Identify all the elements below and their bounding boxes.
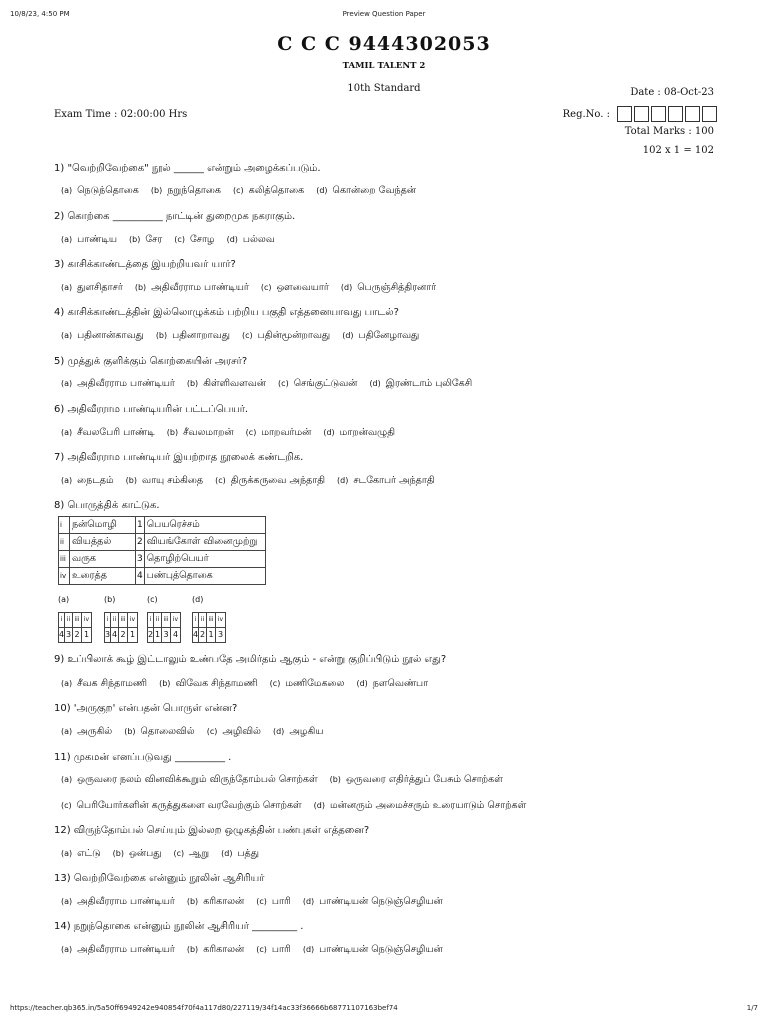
question-text: 8) பொருத்திக் காட்டுக. [54, 500, 160, 511]
question-text: 12) விருந்தோம்பல் செய்யும் இல்லற ஒழுகத்தின் பண்புகள் எத்தனை? [54, 825, 370, 836]
option-text: அதிவீரராம பாண்டியர் [77, 378, 175, 389]
option [156, 330, 230, 342]
answer-key-head: iii [162, 613, 171, 628]
answer-key-value: 3 [105, 628, 111, 643]
reg-no-box [617, 106, 632, 122]
option [61, 427, 155, 439]
match-left-term: வருக [70, 551, 136, 568]
option [151, 185, 221, 197]
option-row [61, 944, 452, 956]
option-key: (b) [112, 849, 124, 858]
option-text: அதிவீரராம பாண்டியர் [77, 896, 175, 907]
option-text: பாரி [271, 944, 291, 955]
option [159, 678, 258, 690]
option-key: (a) [61, 235, 73, 244]
option-row [61, 726, 332, 738]
answer-key-head: ii [154, 613, 162, 628]
option [167, 427, 234, 439]
option-text: சீவலபேரி பாண்டி [77, 427, 155, 438]
paper-subtitle: TAMIL TALENT 2 [342, 61, 426, 71]
option [61, 282, 123, 294]
paper-standard: 10th Standard [347, 83, 421, 94]
option-key: (d) [272, 727, 285, 736]
option-key: (c) [61, 801, 72, 810]
match-right-num: 2 [136, 534, 145, 551]
answer-key-option [147, 595, 181, 643]
option-text: துளசிதாசர் [77, 282, 123, 293]
option-key: (a) [61, 679, 73, 688]
option-row [61, 282, 445, 294]
match-right-num: 4 [136, 568, 145, 585]
option-text: அதிவீரராம பாண்டியர் [151, 282, 249, 293]
match-right-term: தொழிற்பெயர் [144, 551, 265, 568]
option-text: கிள்ளிவளவன் [203, 378, 267, 389]
option [323, 427, 395, 439]
option-text: பெரியோர்களின் கருத்துகளை வரவேற்கும் சொற்கள் [76, 800, 302, 811]
print-page-number: 1/7 [746, 1004, 758, 1012]
option-key: (a) [61, 775, 73, 784]
option-text: பாரி [271, 896, 291, 907]
option-key: (b) [186, 897, 199, 906]
option-row [61, 330, 428, 342]
option-text: சீவக சிந்தாமணி [77, 678, 148, 689]
option-row [61, 185, 425, 197]
answer-key-grid [147, 612, 181, 643]
option-row [61, 678, 437, 690]
answer-key-option [192, 595, 226, 643]
option-text: கொன்றை வேந்தன் [332, 185, 417, 196]
answer-key-head: iii [73, 613, 82, 628]
answer-key-head: ii [199, 613, 207, 628]
option [61, 726, 112, 738]
total-marks: Total Marks : 100 [624, 126, 714, 137]
answer-key-value: 1 [128, 628, 138, 643]
option-text: பெருஞ்சித்திரனார் [357, 282, 437, 293]
option [124, 726, 194, 738]
option-text: பல்லவ [242, 234, 275, 245]
option-text: பதினான்காவது [77, 330, 144, 341]
paper-title: C C C 9444302053 [277, 33, 491, 55]
match-right-term: பெயரெச்சம் [144, 517, 265, 534]
option-key: (c) [260, 283, 272, 292]
match-left-term: உரைத்த [70, 568, 136, 585]
question-text: 11) முகமன் எனப்படுவது __________ . [54, 752, 232, 763]
option-text: பதினேழாவது [358, 330, 420, 341]
option [278, 378, 357, 390]
option-text: மன்னரும் அமைச்சரும் உரையாடும் சொற்கள் [329, 800, 527, 811]
answer-key-value: 4 [59, 628, 65, 643]
reg-no-box [685, 106, 700, 122]
option-row [61, 896, 452, 908]
option-key: (a) [61, 428, 73, 437]
option [256, 896, 291, 908]
option [187, 378, 266, 390]
option-key: (a) [61, 379, 73, 388]
option-key: (c) [278, 379, 289, 388]
option-key: (c) [256, 897, 267, 906]
reg-no-label: Reg.No. : [562, 108, 610, 120]
answer-key-head: iv [128, 613, 138, 628]
option-text: பத்து [237, 848, 259, 859]
option-text: மாறன்வழுதி [339, 427, 395, 438]
answer-key-head: i [105, 613, 111, 628]
option [330, 774, 503, 786]
option [342, 330, 419, 342]
option [246, 427, 312, 439]
option [61, 896, 175, 908]
answer-key-value: 2 [148, 628, 154, 643]
option [173, 848, 209, 860]
option-text: ஒன்பது [128, 848, 162, 859]
option-text: சடகோபர் அந்தாதி [353, 475, 435, 486]
answer-key-head: i [193, 613, 199, 628]
match-right-term: பண்புத்தொகை [144, 568, 265, 585]
option [233, 185, 304, 197]
option-text: ஒருவரை எதிர்த்துப் பேசும் சொற்கள் [345, 774, 503, 785]
answer-key-grid [192, 612, 226, 643]
option-text: ஆறு [189, 848, 210, 859]
option [61, 800, 302, 812]
option-key: (a) [61, 849, 73, 858]
option-key: (b) [186, 379, 199, 388]
print-footer [10, 1004, 758, 1012]
option-row [61, 427, 404, 439]
answer-key-value: 1 [154, 628, 162, 643]
option-key: (d) [337, 476, 349, 485]
option [316, 185, 416, 197]
question-text: 4) காசிக்காண்டத்தின் இல்லொழுக்கம் பற்றிய பகுதி எத்தனையாவது பாடல்? [54, 307, 399, 318]
option-text: எட்டு [77, 848, 101, 859]
answer-key-head: iii [119, 613, 128, 628]
option [129, 234, 162, 246]
question-text: 5) முத்துக் குளிக்கும் கொற்கையின் அரசர்? [54, 356, 248, 367]
option-key: (c) [232, 186, 244, 195]
option-key: (d) [221, 849, 233, 858]
answer-key-value: 1 [82, 628, 92, 643]
option-text: விவேக சிந்தாமணி [175, 678, 258, 689]
question-text: 13) வெற்றிவேற்கை என்னும் நூலின் ஆசிரியர் [54, 873, 265, 884]
answer-key-grid [104, 612, 138, 643]
match-row [59, 551, 266, 568]
option-text: மாறவர்மன் [261, 427, 312, 438]
match-right-term: வியங்கோள் வினைமுற்று [144, 534, 265, 551]
option-text: பாண்டியன் நெடுஞ்செழியன் [319, 944, 443, 955]
answer-key-head: i [148, 613, 154, 628]
option-key: (a) [61, 727, 73, 736]
option [227, 234, 275, 246]
option-text: பதின்மூன்றாவது [257, 330, 331, 341]
option-text: செங்குட்டுவன் [293, 378, 358, 389]
option-text: இரண்டாம் புலிகேசி [385, 378, 473, 389]
question-text: 6) அதிவீரராம பாண்டியரின் பட்டப்பெயர். [54, 404, 249, 415]
option-text: அருகில் [77, 726, 113, 737]
option-text: மணிமேகலை [285, 678, 345, 689]
option-text: சோழ [189, 234, 215, 245]
option-key: (c) [174, 235, 185, 244]
option [135, 282, 249, 294]
option-key: (c) [245, 428, 257, 437]
print-datetime: 10/8/23, 4:50 PM [10, 10, 70, 18]
option [341, 282, 436, 294]
match-left-num: i [59, 517, 70, 534]
option-text: வாயு சம்கிதை [142, 475, 204, 486]
answer-key-value: 2 [199, 628, 207, 643]
option [113, 848, 162, 860]
print-url: https://teacher.qb365.in/5a50ff6949242e940854f70f4a117d80/227119/34f14ac33f36666b68771107163bef74 [10, 1004, 398, 1012]
option [314, 800, 527, 812]
option [256, 944, 291, 956]
answer-key-value: 4 [111, 628, 119, 643]
option [61, 378, 175, 390]
option-key: (a) [61, 186, 73, 195]
option-text: ஒருவரை நலம் வினவிக்கூறும் விருந்தோம்பல் சொற்கள் [77, 774, 318, 785]
option-key: (c) [256, 945, 267, 954]
option-text: ஔவையார் [276, 282, 329, 293]
answer-key-label: (c) [147, 595, 158, 604]
option [126, 475, 203, 487]
option-key: (d) [302, 897, 315, 906]
answer-key-option [58, 595, 92, 643]
match-row [59, 568, 266, 585]
answer-key-value: 3 [65, 628, 73, 643]
option-key: (b) [125, 476, 137, 485]
answer-key-head: iv [82, 613, 92, 628]
answer-key-option [104, 595, 138, 643]
reg-no-box [634, 106, 649, 122]
answer-key-value: 2 [73, 628, 82, 643]
match-left-term: நன்மொழி [70, 517, 136, 534]
option-text: கரிகாலன் [203, 944, 245, 955]
option-key: (c) [173, 849, 185, 858]
option-text: அழகிய [289, 726, 324, 737]
reg-no-box [651, 106, 666, 122]
match-answer-keys [58, 595, 298, 645]
option [221, 848, 259, 860]
marks-calc: 102 x 1 = 102 [642, 145, 714, 156]
option [270, 678, 345, 690]
option-row [61, 234, 284, 246]
option-text: கரிகாலன் [203, 896, 245, 907]
option [61, 848, 101, 860]
option [242, 330, 330, 342]
option [61, 944, 175, 956]
answer-key-grid [58, 612, 92, 643]
option-key: (d) [340, 283, 353, 292]
option-row [61, 800, 535, 812]
question-text: 9) உப்பிலாக் கூழ் இட்டாலும் உண்பதே அமிர்தம் ஆகும் - என்று குறிப்பிடும் நூல் எது? [54, 654, 447, 665]
print-title: Preview Question Paper [342, 10, 426, 18]
option-key: (a) [61, 331, 73, 340]
option-key: (d) [313, 801, 325, 810]
option-key: (a) [61, 476, 73, 485]
question-text: 3) காசிக்காண்டத்தை இயற்றியவர் யார்? [54, 259, 236, 270]
option-key: (b) [129, 235, 141, 244]
option [187, 944, 244, 956]
option [174, 234, 214, 246]
option-key: (b) [166, 428, 179, 437]
option-key: (b) [329, 775, 341, 784]
reg-no-box [702, 106, 717, 122]
answer-key-label: (a) [58, 595, 70, 604]
answer-key-value: 4 [193, 628, 199, 643]
answer-key-head: iv [216, 613, 226, 628]
option-key: (c) [215, 476, 226, 485]
option-key: (d) [226, 235, 238, 244]
option-text: நெடுந்தொகை [77, 185, 139, 196]
answer-key-head: ii [65, 613, 73, 628]
option-text: கலித்தொகை [248, 185, 305, 196]
answer-key-value: 4 [171, 628, 181, 643]
question-text: 1) "வெற்றிவேற்கை" நூல் ______ என்றும் அழைக்கப்படும். [54, 163, 321, 174]
answer-key-label: (d) [192, 595, 204, 604]
option [356, 678, 428, 690]
option-key: (d) [323, 428, 335, 437]
question-text: 7) அதிவீரராம பாண்டியர் இயற்றாத நூலைக் கண்டறிக. [54, 452, 304, 463]
answer-key-value: 3 [216, 628, 226, 643]
option-key: (b) [186, 945, 199, 954]
option [61, 234, 117, 246]
option-text: பதினாறாவது [172, 330, 230, 341]
match-row [59, 517, 266, 534]
match-table [58, 516, 266, 585]
option-key: (c) [206, 727, 218, 736]
option-key: (d) [356, 679, 368, 688]
option-key: (b) [155, 331, 168, 340]
option [261, 282, 329, 294]
option [61, 774, 318, 786]
option-key: (b) [150, 186, 163, 195]
option-text: அதிவீரராம பாண்டியர் [77, 944, 175, 955]
option-row [61, 848, 268, 860]
option-row [61, 774, 512, 786]
exam-time: Exam Time : 02:00:00 Hrs [54, 109, 188, 120]
option-key: (b) [124, 727, 136, 736]
answer-key-head: ii [111, 613, 119, 628]
paper-date: Date : 08-Oct-23 [630, 87, 714, 98]
option [337, 475, 435, 487]
option-row [61, 378, 481, 390]
option-text: பாண்டியன் நெடுஞ்செழியன் [319, 896, 443, 907]
option [61, 185, 139, 197]
option-text: நறுந்தொகை [167, 185, 221, 196]
option [303, 944, 443, 956]
match-row [59, 534, 266, 551]
option-text: நளவெண்பா [372, 678, 429, 689]
option-key: (b) [159, 679, 171, 688]
option-key: (d) [302, 945, 315, 954]
option [273, 726, 323, 738]
answer-key-value: 3 [162, 628, 171, 643]
option-key: (a) [61, 283, 73, 292]
match-left-term: வியத்தல் [70, 534, 136, 551]
option [215, 475, 325, 487]
option [61, 678, 147, 690]
reg-no [563, 106, 717, 122]
match-left-num: iii [59, 551, 70, 568]
question-text: 14) நறுந்தொகை என்னும் நூலின் ஆசிரியர் _________ . [54, 921, 304, 932]
option [207, 726, 261, 738]
option-key: (b) [134, 283, 147, 292]
answer-key-head: iii [207, 613, 216, 628]
option-text: பாண்டிய [77, 234, 117, 245]
option-text: சீவலமாறன் [183, 427, 234, 438]
option [187, 896, 244, 908]
option-text: சேர [145, 234, 163, 245]
option [61, 475, 114, 487]
option-key: (d) [342, 331, 354, 340]
option-key: (c) [269, 679, 281, 688]
option-text: தொலைவில் [140, 726, 195, 737]
option-key: (a) [61, 945, 73, 954]
option [303, 896, 443, 908]
option [61, 330, 144, 342]
option-key: (d) [369, 379, 381, 388]
answer-key-label: (b) [104, 595, 116, 604]
match-right-num: 3 [136, 551, 145, 568]
match-left-num: ii [59, 534, 70, 551]
option-row [61, 475, 444, 487]
match-right-num: 1 [136, 517, 145, 534]
option-key: (a) [61, 897, 73, 906]
question-text: 2) கொற்கை __________ நாட்டின் துறைமுக நகராகும். [54, 211, 296, 222]
option-key: (d) [316, 186, 328, 195]
option [369, 378, 472, 390]
option-text: திருக்கருவை அந்தாதி [230, 475, 326, 486]
option-text: நைடதம் [77, 475, 114, 486]
answer-key-head: iv [171, 613, 181, 628]
question-text: 10) 'அருகுற' என்பதன் பொருள் என்ன? [54, 703, 238, 714]
reg-no-box [668, 106, 683, 122]
option-text: அழிவில் [222, 726, 261, 737]
option-key: (c) [241, 331, 253, 340]
answer-key-value: 2 [119, 628, 128, 643]
answer-key-value: 1 [207, 628, 216, 643]
match-left-num: iv [59, 568, 70, 585]
answer-key-head: i [59, 613, 65, 628]
